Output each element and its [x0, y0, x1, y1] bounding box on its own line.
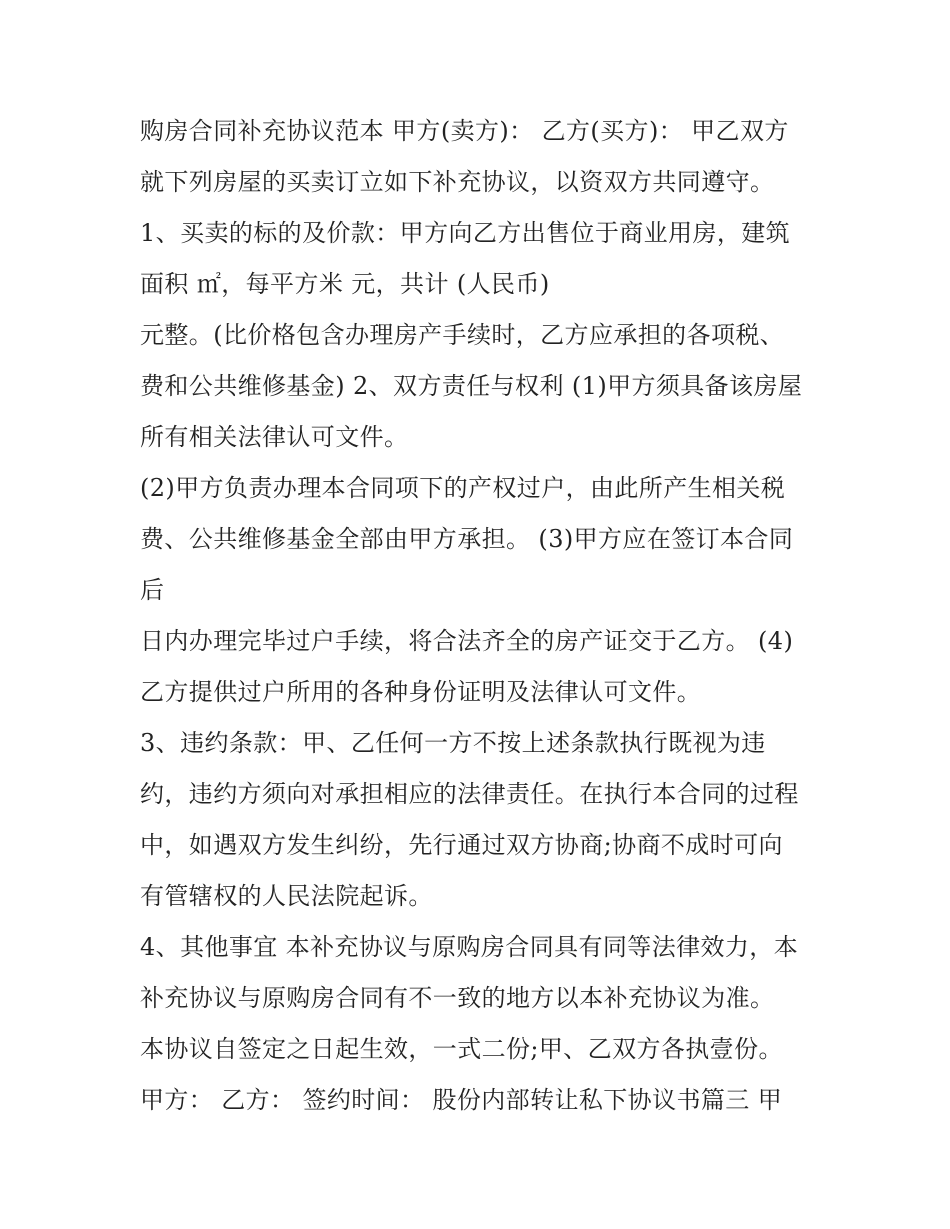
- text-line: 甲方： 乙方： 签约时间： 股份内部转让私下协议书篇三 甲: [140, 1086, 783, 1114]
- text-line: 日内办理完毕过户手续，将合法齐全的房产证交于乙方。 (4): [140, 627, 794, 655]
- text-line: 费和公共维修基金) 2、双方责任与权利 (1)甲方须具备该房屋: [140, 372, 803, 400]
- text-line: 约，违约方须向对承担相应的法律责任。在执行本合同的过程: [140, 780, 799, 808]
- text-line: 就下列房屋的买卖订立如下补充协议，以资双方共同遵守。: [140, 168, 775, 196]
- text-line: 面积 ㎡，每平方米 元，共计 (人民币): [140, 270, 550, 298]
- text-line: 有管辖权的人民法院起诉。: [140, 882, 433, 910]
- text-line: 本协议自签定之日起生效，一式二份;甲、乙双方各执壹份。: [140, 1035, 783, 1063]
- text-line: 元整。(比价格包含办理房产手续时，乙方应承担的各项税、: [140, 321, 785, 349]
- document-body: [140, 106, 840, 1126]
- text-line: (2)甲方负责办理本合同项下的产权过户，由此所产生相关税: [140, 474, 786, 502]
- text-line: 中，如遇双方发生纠纷，先行通过双方协商;协商不成时可向: [140, 831, 783, 859]
- text-line: 乙方提供过户所用的各种身份证明及法律认可文件。: [140, 678, 702, 706]
- text-line: 4、其他事宜 本补充协议与原购房合同具有同等法律效力，本: [140, 933, 799, 961]
- text-line: 费、公共维修基金全部由甲方承担。 (3)甲方应在签订本合同: [140, 525, 794, 553]
- text-line: 3、违约条款：甲、乙任何一方不按上述条款执行既视为违: [140, 729, 766, 757]
- text-line: 1、买卖的标的及价款：甲方向乙方出售位于商业用房，建筑: [140, 219, 791, 247]
- text-line: 所有相关法律认可文件。: [140, 423, 409, 451]
- text-line: 补充协议与原购房合同有不一致的地方以本补充协议为准。: [140, 984, 775, 1012]
- text-line: 购房合同补充协议范本 甲方(卖方)： 乙方(买方)： 甲乙双方: [140, 117, 789, 145]
- text-line: 后: [140, 576, 165, 604]
